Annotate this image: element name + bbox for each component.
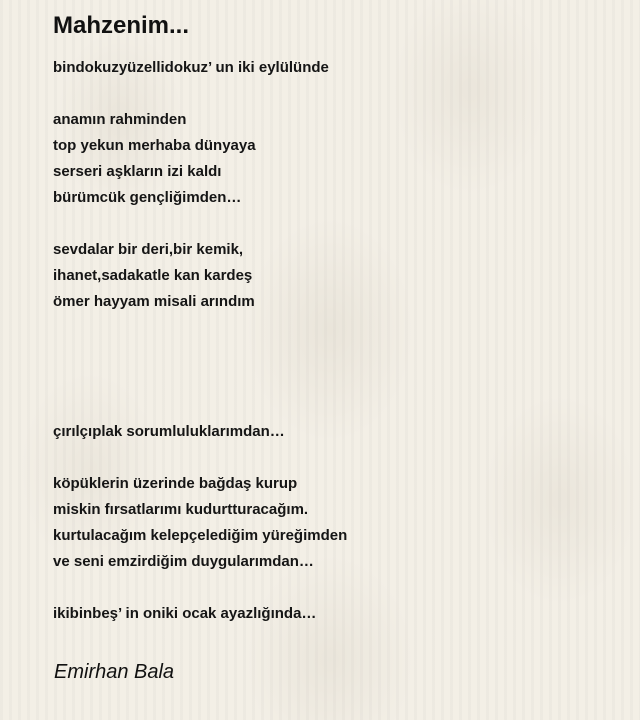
poem-blank-line <box>53 575 613 601</box>
poem-title: Mahzenim... <box>53 12 190 39</box>
poem-line: ikibinbeş’ in oniki ocak ayazlığında… <box>53 605 317 622</box>
poem-line: serseri aşkların izi kaldı <box>53 163 222 180</box>
poem-blank-line <box>53 393 613 419</box>
poem-line: ömer hayyam misali arındım <box>53 293 255 310</box>
poem-blank-line <box>53 341 613 367</box>
poem-container <box>53 8 613 627</box>
poem-blank-line <box>53 81 613 107</box>
poem-line: anamın rahminden <box>53 111 187 128</box>
poem-line: çırılçıplak sorumluluklarımdan… <box>53 423 285 440</box>
poem-author: Emirhan Bala <box>54 661 175 683</box>
poem-line: köpüklerin üzerinde bağdaş kurup <box>53 475 298 492</box>
poem-line: bindokuzyüzellidokuz’ un iki eylülünde <box>53 59 329 76</box>
poem-body <box>53 55 613 627</box>
poem-line: ve seni emzirdiğim duygularımdan… <box>53 553 314 570</box>
poem-line: top yekun merhaba dünyaya <box>53 137 256 154</box>
poem-blank-line <box>53 367 613 393</box>
poem-line: miskin fırsatlarımı kudurtturacağım. <box>53 501 309 518</box>
poem-line: ihanet,sadakatle kan kardeş <box>53 267 253 284</box>
poem-line: bürümcük gençliğimden… <box>53 189 242 206</box>
poem-line: kurtulacağım kelepçelediğim yüreğimden <box>53 527 348 544</box>
poem-line: sevdalar bir deri,bir kemik, <box>53 241 244 258</box>
poem-blank-line <box>53 445 613 471</box>
poem-blank-line <box>53 211 613 237</box>
poem-blank-line <box>53 315 613 341</box>
